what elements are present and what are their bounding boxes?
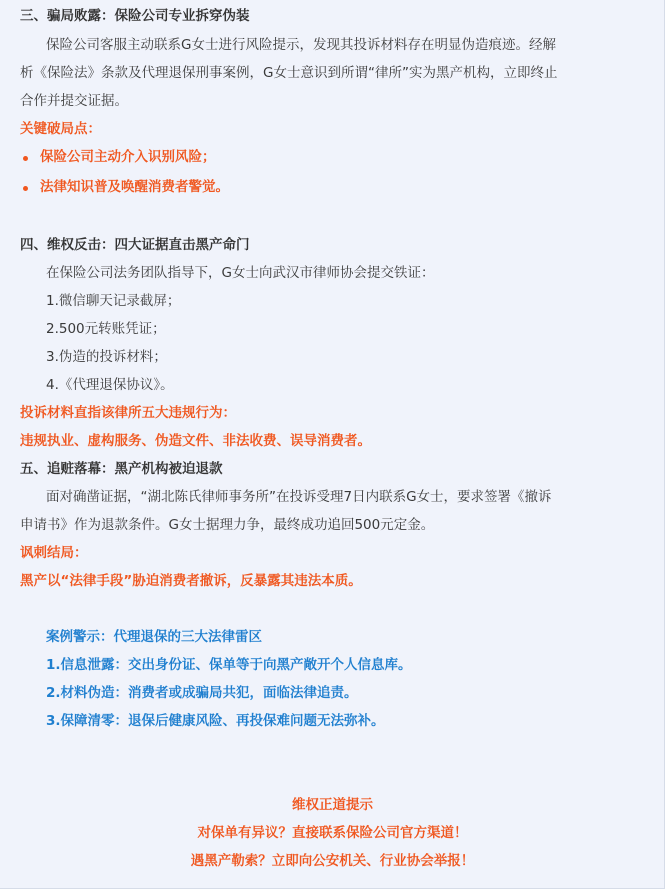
warning-title: 案例警示：代理退保的三大法律雷区: [46, 629, 262, 645]
warning-item-1: 1.信息泄露：交出身份证、保单等于向黑产敞开个人信息库。: [46, 657, 412, 673]
section3-para-line-3: 合作并提交证据。: [20, 93, 128, 109]
section3-para-line-1: 保险公司客服主动联系G女士进行风险提示，发现其投诉材料存在明显伪造痕迹。经解: [46, 37, 556, 53]
irony-text: 黑产以“法律手段”胁迫消费者撤诉，反暴露其违法本质。: [20, 573, 362, 589]
violations-label: 投诉材料直指该律所五大违规行为：: [20, 405, 236, 421]
warning-item-3: 3.保障清零：退保后健康风险、再投保难问题无法弥补。: [46, 713, 385, 729]
evidence-item-1: 1.微信聊天记录截屏；: [46, 293, 181, 309]
section3-para-line-2: 析《保险法》条款及代理退保刑事案例，G女士意识到所谓“律所”实为黑产机构，立即终止: [20, 65, 558, 81]
section3-heading: 三、骗局败露：保险公司专业拆穿伪装: [20, 8, 250, 24]
footer-line-2: 遇黑产勒索？立即向公安机关、行业协会举报！: [190, 853, 475, 869]
bullet-dot-icon: [23, 186, 28, 191]
evidence-item-2: 2.500元转账凭证；: [46, 321, 166, 337]
section4-heading: 四、维权反击：四大证据直击黑产命门: [20, 237, 250, 253]
footer-title: 维权正道提示: [292, 797, 373, 813]
key-point-1: 保险公司主动介入识别风险；: [40, 149, 216, 165]
warning-item-2: 2.材料伪造：消费者或成骗局共犯，面临法律追责。: [46, 685, 358, 701]
key-point-2: 法律知识普及唤醒消费者警觉。: [40, 179, 229, 195]
evidence-item-3: 3.伪造的投诉材料；: [46, 349, 167, 365]
section4-intro: 在保险公司法务团队指导下，G女士向武汉市律师协会提交铁证：: [46, 265, 435, 281]
irony-label: 讽刺结局：: [20, 545, 88, 561]
footer-line-1: 对保单有异议？直接联系保险公司官方渠道！: [197, 825, 468, 841]
section5-para-line-1: 面对确凿证据，“湖北陈氏律师事务所”在投诉受理7日内联系G女士，要求签署《撤诉: [46, 489, 552, 505]
bullet-dot-icon: [23, 156, 28, 161]
section5-para-line-2: 申请书》作为退款条件。G女士据理力争，最终成功追回500元定金。: [20, 517, 435, 533]
section5-heading: 五、追赃落幕：黑产机构被迫退款: [20, 461, 223, 477]
key-points-label: 关键破局点：: [20, 121, 101, 137]
evidence-item-4: 4.《代理退保协议》。: [46, 377, 174, 393]
violations-list: 违规执业、虚构服务、伪造文件、非法收费、误导消费者。: [20, 433, 371, 449]
